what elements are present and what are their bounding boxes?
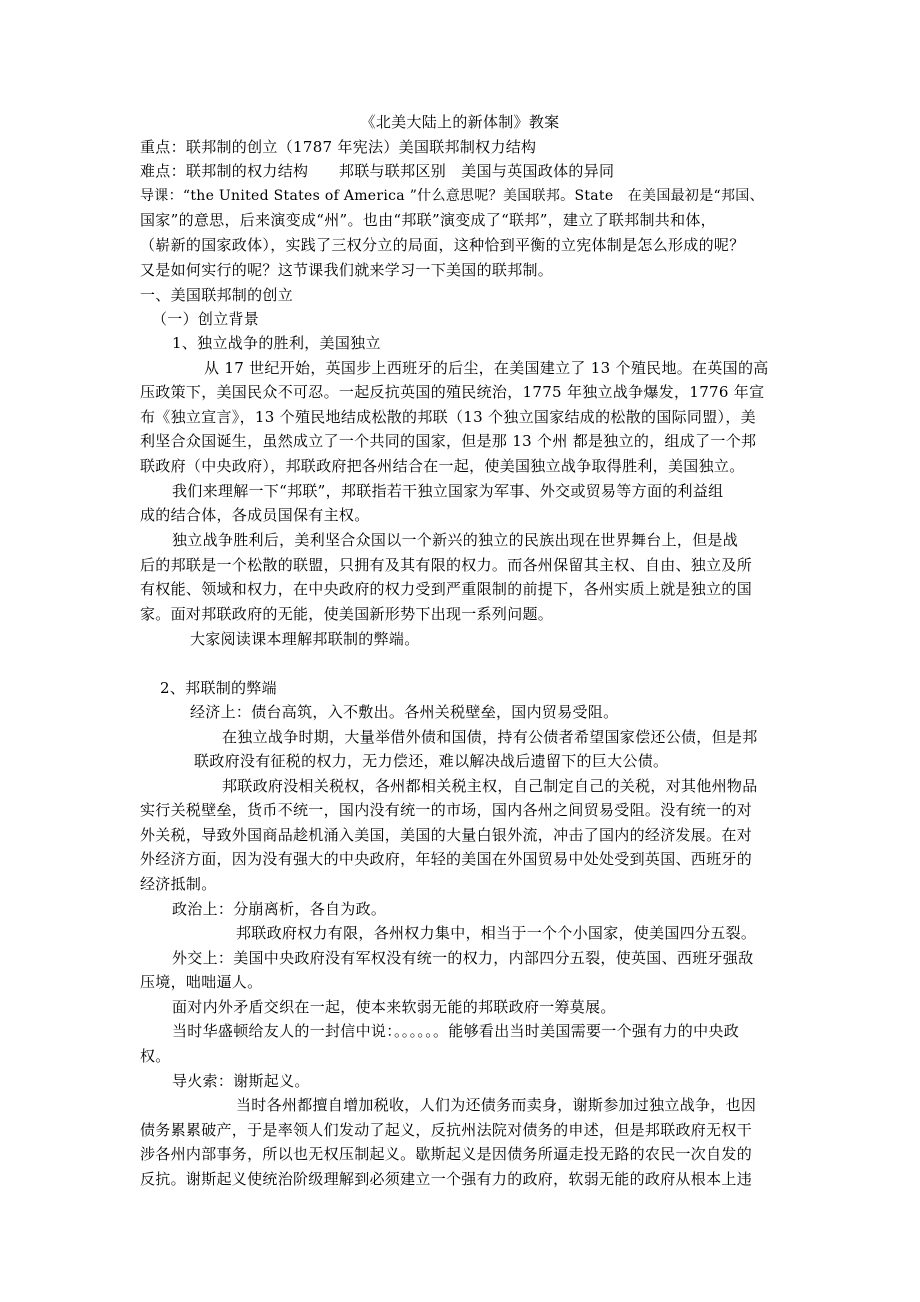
paragraph-line: 我们来理解一下“邦联”，邦联指若干独立国家为军事、外交或贸易等方面的利益组: [172, 482, 724, 500]
paragraph-line: 利坚合众国诞生，虽然成立了一个共同的国家，但是那 13 个州 都是独立的，组成了一个邦: [140, 432, 757, 450]
subsection-heading: （一）创立背景: [152, 310, 260, 328]
section-heading: 一、美国联邦制的创立: [140, 286, 294, 304]
paragraph-line: 家。面对邦联政府的无能，使美国新形势下出现一系列问题。: [140, 605, 554, 623]
paragraph-line: 债务累累破产，于是率领人们发动了起义，反抗州法院对债务的申述，但是邦联政府无权干: [140, 1121, 753, 1139]
paragraph-line: 经济上：债台高筑，入不敷出。各州关税壁垒，国内贸易受阻。: [190, 703, 619, 721]
paragraph-line: 压境，咄咄逼人。: [140, 973, 263, 991]
key-points-line: 重点：联邦制的创立（1787 年宪法）美国联邦制权力结构: [140, 138, 537, 156]
paragraph-line: 面对内外矛盾交织在一起，使本来软弱无能的邦联政府一筹莫展。: [172, 998, 616, 1016]
paragraph-line: 导火索：谢斯起义。: [172, 1072, 310, 1090]
difficult-points-line: 难点：联邦制的权力结构 邦联与联邦区别 美国与英国政体的异同: [140, 162, 615, 180]
paragraph-line: 独立战争胜利后，美利坚合众国以一个新兴的独立的民族出现在世界舞台上，但是战: [172, 531, 739, 549]
paragraph-line: 反抗。谢斯起义使统治阶级理解到必须建立一个强有力的政府，软弱无能的政府从根本上违: [140, 1170, 753, 1188]
paragraph-line: 实行关税壁垒，货币不统一，国内没有统一的市场，国内各州之间贸易受阻。没有统一的对: [140, 801, 753, 819]
intro-line: 国家”的意思，后来演变成“州”。也由“邦联”演变成了“联邦”，建立了联邦制共和体，: [140, 211, 716, 229]
paragraph-line: 有权能、领域和权力，在中央政府的权力受到严重限制的前提下，各州实质上就是独立的国: [140, 580, 753, 598]
paragraph-line: 涉各州内部事务，所以也无权压制起义。歇斯起义是因债务所逼走投无路的农民一次自发的: [140, 1145, 753, 1163]
paragraph-line: 外交上：美国中央政府没有军权没有统一的权力，内部四分五裂，使英国、西班牙强敌: [172, 949, 754, 967]
paragraph-line: 经济抵制。: [140, 875, 217, 893]
paragraph-line: 外关税，导致外国商品趁机涌入美国，美国的大量白银外流，冲击了国内的经济发展。在对: [140, 826, 753, 844]
item-heading: 2、邦联制的弊端: [160, 679, 277, 697]
intro-line: 导课：“the United States of America ”什么意思呢？美国联邦。State 在美国最初是“邦国、: [140, 188, 764, 204]
paragraph-line: 联政府（中央政府），邦联政府把各州结合在一起，使美国独立战争取得胜利，美国独立。: [140, 457, 745, 475]
intro-line: 又是如何实行的呢？这节课我们就来学习一下美国的联邦制。: [140, 261, 554, 279]
paragraph-line: 压政策下，美国民众不可忍。一起反抗英国的殖民统治，1775 年独立战争爆发，1776 年宣: [140, 383, 765, 401]
paragraph-line: 在独立战争时期，大量举借外债和国债，持有公债者希望国家偿还公债，但是邦: [222, 728, 758, 746]
paragraph-line: 布《独立宣言》，13 个殖民地结成松散的邦联（13 个独立国家结成的松散的国际同盟），美: [140, 408, 756, 426]
paragraph-line: 从 17 世纪开始，英国步上西班牙的后尘，在美国建立了 13 个殖民地。在英国的高: [204, 359, 769, 377]
paragraph-line: 当时各州都擅自增加税收，人们为还债务而卖身，谢斯参加过独立战争，也因: [236, 1096, 757, 1114]
item-heading: 1、独立战争的胜利，美国独立: [172, 334, 381, 352]
paragraph-line: 联政府没有征税的权力，无力偿还，难以解决战后遗留下的巨大公债。: [194, 752, 669, 770]
paragraph-line: 邦联政府权力有限，各州权力集中，相当于一个个小国家，使美国四分五裂。: [236, 924, 757, 942]
paragraph-line: 后的邦联是一个松散的联盟，只拥有及其有限的权力。而各州保留其主权、自由、独立及所: [140, 556, 753, 574]
paragraph-line: 政治上：分崩离析，各自为政。: [172, 900, 387, 918]
paragraph-line: 外经济方面，因为没有强大的中央政府，年轻的美国在外国贸易中处处受到英国、西班牙的: [140, 850, 753, 868]
paragraph-line: 成的结合体，各成员国保有主权。: [140, 506, 370, 524]
intro-line: （崭新的国家政体），实践了三权分立的局面，这种恰到平衡的立宪体制是怎么形成的呢？: [140, 236, 745, 254]
paragraph-line: 邦联政府没相关税权，各州都相关税主权，自己制定自己的关税，对其他州物品: [222, 777, 758, 795]
paragraph-line: 大家阅读课本理解邦联制的弊端。: [190, 630, 420, 648]
document-title: 《北美大陆上的新体制》教案: [360, 113, 560, 131]
paragraph-line: 权。: [140, 1047, 171, 1065]
paragraph-line: 当时华盛顿给友人的一封信中说：。。。。。。能够看出当时美国需要一个强有力的中央政: [172, 1022, 740, 1040]
